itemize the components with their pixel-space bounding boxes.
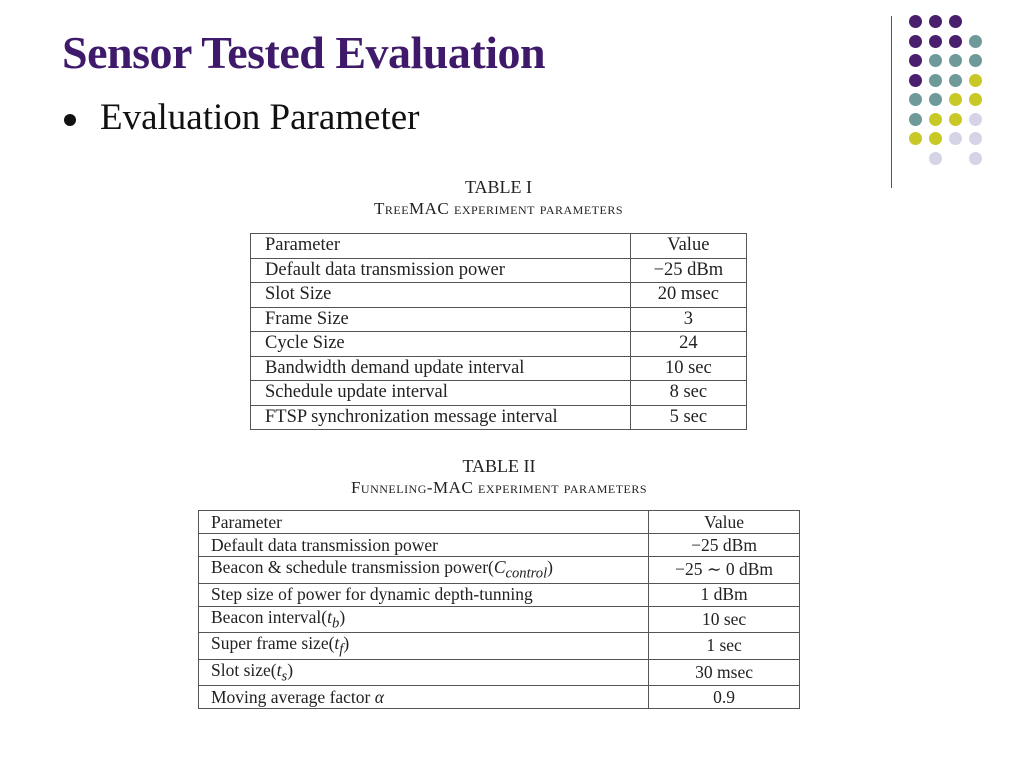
decorative-dot — [969, 132, 982, 145]
decorative-dot — [949, 132, 962, 145]
table-row — [251, 283, 747, 308]
table-row — [199, 606, 800, 633]
table1-caption — [250, 176, 747, 220]
table2-caption — [198, 455, 800, 499]
decorative-dot — [909, 93, 922, 106]
table-row — [199, 557, 800, 584]
decorative-dot — [909, 152, 922, 165]
cell-parameter: Frame Size — [251, 307, 631, 332]
cell-parameter: Moving average factor α — [199, 686, 649, 709]
cell-value: 0.9 — [649, 686, 800, 709]
decorative-dot — [929, 113, 942, 126]
decorative-dot — [949, 113, 962, 126]
cell-parameter: FTSP synchronization message interval — [251, 405, 631, 430]
decorative-dot — [969, 15, 982, 28]
header-parameter: Parameter — [199, 511, 649, 534]
cell-value: 8 sec — [630, 381, 746, 406]
cell-parameter: Slot Size — [251, 283, 631, 308]
decorative-dot — [969, 152, 982, 165]
decorative-dot — [929, 132, 942, 145]
table-row — [199, 686, 800, 709]
decorative-dot — [929, 74, 942, 87]
cell-parameter: Slot $size(t_s)$ — [199, 659, 649, 686]
table-row — [251, 332, 747, 357]
decorative-dot — [909, 113, 922, 126]
table-header-row — [251, 234, 747, 259]
cell-value: −25 dBm — [630, 258, 746, 283]
table-row — [251, 258, 747, 283]
table2-caption-number: TABLE II — [462, 456, 536, 476]
decorative-dot — [949, 35, 962, 48]
cell-parameter: Step size of power for dynamic depth-tunning — [199, 583, 649, 606]
decorative-dot — [909, 35, 922, 48]
bullet-dot-icon — [64, 114, 76, 126]
table1-caption-number: TABLE I — [464, 177, 533, 197]
decorative-dot — [949, 93, 962, 106]
decorative-dot — [969, 74, 982, 87]
header-value: Value — [649, 511, 800, 534]
decorative-dot — [969, 35, 982, 48]
cell-value: 1 sec — [649, 633, 800, 660]
table1-caption-title: TreeMAC experiment parameters — [373, 199, 624, 218]
decorative-dot — [929, 93, 942, 106]
bullet-item — [64, 96, 420, 139]
cell-parameter: Cycle Size — [251, 332, 631, 357]
cell-value: −25 dBm — [649, 534, 800, 557]
cell-parameter: Beacon & schedule transmission $power(C_{control})$ — [199, 557, 649, 584]
cell-value: −25 ∼ 0 dBm — [649, 557, 800, 584]
table-row — [199, 583, 800, 606]
decorative-dot — [929, 54, 942, 67]
decorative-dot — [949, 152, 962, 165]
decorative-dot — [929, 152, 942, 165]
header-parameter: Parameter — [251, 234, 631, 259]
decorative-dot — [969, 93, 982, 106]
decorative-dot — [909, 15, 922, 28]
decorative-dot-grid — [909, 15, 989, 171]
cell-value: 30 msec — [649, 659, 800, 686]
table-row — [199, 534, 800, 557]
cell-value: 10 sec — [649, 606, 800, 633]
cell-parameter: Schedule update interval — [251, 381, 631, 406]
decorative-dot — [909, 74, 922, 87]
decorative-dot — [969, 113, 982, 126]
decorative-dot — [949, 74, 962, 87]
decorative-dot — [909, 132, 922, 145]
table-row — [251, 381, 747, 406]
cell-parameter: Bandwidth demand update interval — [251, 356, 631, 381]
cell-parameter: Default data transmission power — [199, 534, 649, 557]
cell-value: 20 msec — [630, 283, 746, 308]
table1 — [250, 233, 747, 430]
decorative-dot — [929, 15, 942, 28]
cell-value: 10 sec — [630, 356, 746, 381]
bullet-text: Evaluation Parameter — [100, 97, 420, 138]
table-row — [251, 356, 747, 381]
table-row — [199, 659, 800, 686]
decorative-dot — [929, 35, 942, 48]
decorative-dot — [969, 54, 982, 67]
header-value: Value — [630, 234, 746, 259]
cell-parameter: Super frame $size(t_f)$ — [199, 633, 649, 660]
cell-parameter: Beacon $interval(t_b)$ — [199, 606, 649, 633]
decorative-dot — [909, 54, 922, 67]
slide-title: Sensor Tested Evaluation — [62, 27, 546, 78]
cell-value: 3 — [630, 307, 746, 332]
decorative-dot — [949, 54, 962, 67]
table-row — [251, 307, 747, 332]
decorative-divider — [891, 16, 892, 188]
table2 — [198, 510, 800, 709]
table-row — [251, 405, 747, 430]
cell-value: 24 — [630, 332, 746, 357]
cell-parameter: Default data transmission power — [251, 258, 631, 283]
table-row — [199, 633, 800, 660]
table2-caption-title: Funneling-MAC experiment parameters — [350, 478, 648, 497]
cell-value: 1 dBm — [649, 583, 800, 606]
decorative-dot — [949, 15, 962, 28]
table-header-row — [199, 511, 800, 534]
cell-value: 5 sec — [630, 405, 746, 430]
